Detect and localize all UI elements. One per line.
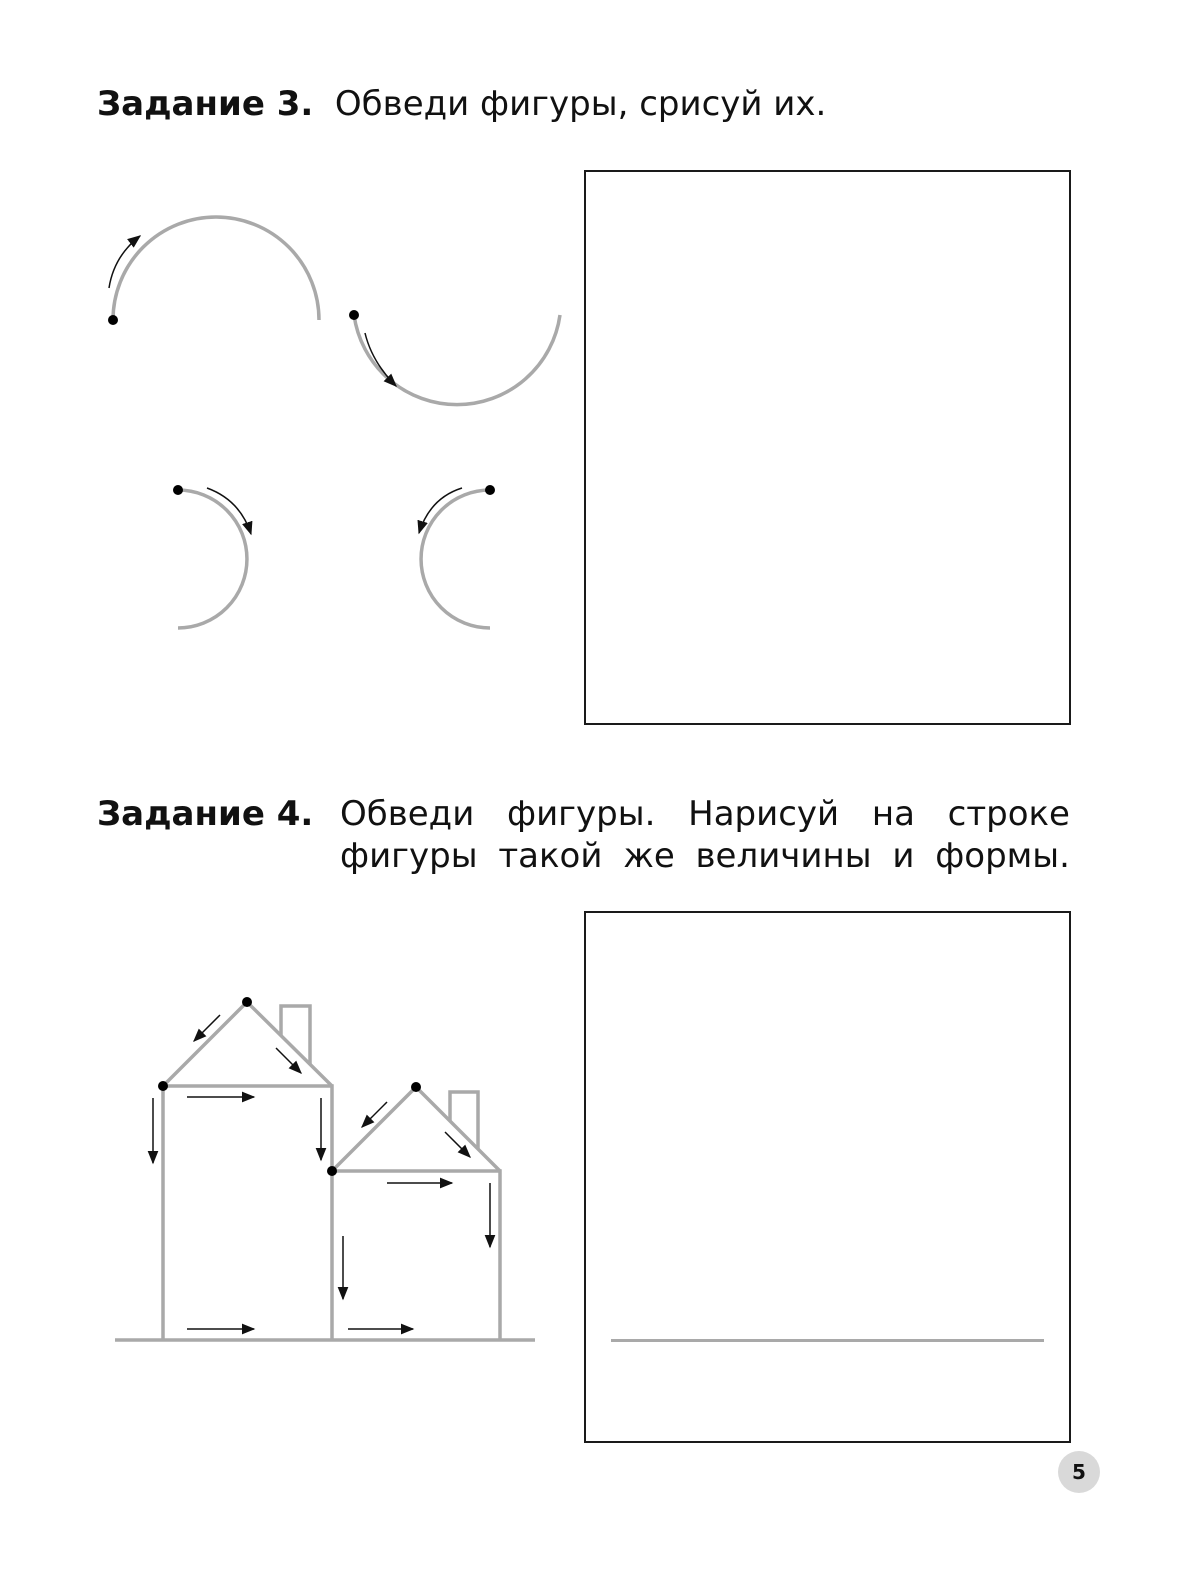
word: и [892,836,915,876]
big-house-outline[interactable] [163,1086,332,1340]
word: величины [695,836,872,876]
task4-label: Задание 4. [97,794,314,834]
word: фигуры [340,836,478,876]
start-dot-icon [158,1081,168,1091]
task3-instruction: Обведи фигуры, срисуй их. [334,84,827,124]
page-number-badge: 5 [1058,1451,1100,1493]
task4-drawing-area[interactable] [584,911,1071,1443]
big-house-chimney[interactable] [281,1006,310,1065]
direction-arrow-icon [362,1102,387,1127]
small-house-outline[interactable] [332,1171,500,1340]
direction-arrow-icon [194,1015,220,1041]
word: Обведи [340,794,475,834]
start-dot-icon [327,1166,337,1176]
start-dot-icon [411,1082,421,1092]
word: же [623,836,675,876]
word: строке [947,794,1070,834]
word: формы. [935,836,1070,876]
drawing-baseline [611,1339,1044,1342]
word: фигуры. [507,794,656,834]
word: такой [498,836,603,876]
word: на [871,794,915,834]
word: Нарисуй [688,794,840,834]
start-dot-icon [242,997,252,1007]
small-house-roof[interactable] [332,1087,500,1171]
task3-label: Задание 3. [97,84,314,124]
big-house-roof[interactable] [163,1002,332,1086]
